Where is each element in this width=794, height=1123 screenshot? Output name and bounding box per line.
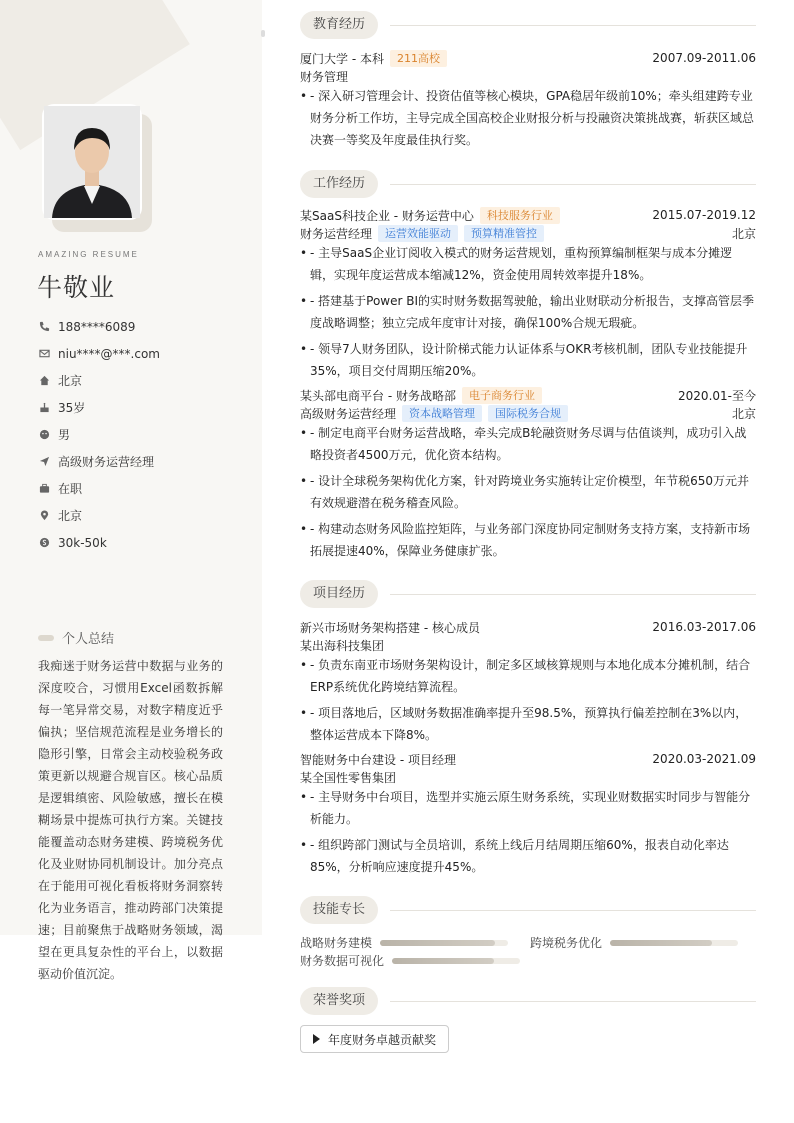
contact-info [38,313,160,556]
company-name: 某SaaS科技企业 - 财务运营中心 [300,208,474,223]
section-divider [390,1001,756,1002]
job-city: 北京 [731,226,756,241]
bullet-dot: • [300,658,308,672]
job-role-row [300,404,756,422]
info-row-home [38,367,160,394]
bullet-text: - 设计全球税务架构优化方案，针对跨境业务实施转让定价模型，年节税650万元并有效规避潜在税务稽查风险。 [310,474,750,510]
job-role: 高级财务运营经理 [300,406,397,421]
brand-label: AMAZING RESUME [38,250,139,259]
section-divider [390,184,756,185]
skill-item [300,952,520,969]
bullet-text: - 主导财务中台项目，选型并实施云原生财务系统，实现业财数据实时同步与智能分析能力。 [310,790,751,826]
section-title: 荣誉奖项 [300,987,378,1015]
bullet-text: - 深入研习管理会计、投资估值等核心模块，GPA稳居年级前10%；牵头组建跨专业财务分析工作坊，主导完成全国高校企业财报分析与投融资决策挑战赛，斩获区域总决赛一等奖及年度最佳执行奖。 [310,89,755,147]
job-role: 财务运营经理 [300,226,373,241]
gender-icon [38,429,50,441]
bullet-dot: • [300,790,308,804]
education-bullet [300,85,756,151]
email-text: niu****@***.com [58,346,160,361]
bullet-text: - 主导SaaS企业订阅收入模式的财务运营规划，重构预算编制框架与成本分摊逻辑，实现年度运营成本缩减12%，资金使用周转效率提升18%。 [310,246,733,282]
mail-icon [38,348,50,360]
project-date: 2020.03-2021.09 [652,752,756,766]
project-bullet [300,654,756,698]
job-role-row [300,224,756,242]
send-icon [38,456,50,468]
info-row-phone [38,313,160,340]
info-row-age [38,394,160,421]
section-title: 项目经历 [300,580,378,608]
avatar [42,104,142,220]
candidate-name: 牛敬业 [37,273,116,302]
skill-name: 跨境税务优化 [530,936,603,950]
status-text: 在职 [58,482,83,496]
project-entry-head [300,618,756,636]
project-name: 智能财务中台建设 - 项目经理 [300,752,456,767]
bullet-dot: • [300,426,308,440]
job-date: 2015.07-2019.12 [652,208,756,222]
award-name: 年度财务卓越贡献奖 [328,1032,437,1047]
gender-text: 男 [58,428,71,442]
section-skills-heading [300,896,756,924]
skill-level-bar [610,940,738,946]
skill-level-fill [610,940,712,946]
project-date: 2016.03-2017.06 [652,620,756,634]
job-city: 北京 [731,406,756,421]
role-tag: 运营效能驱动 [378,225,458,242]
sidebar [0,0,262,981]
hometown-text: 北京 [58,374,83,388]
section-awards-heading [300,987,756,1015]
summary-heading-text: 个人总结 [62,632,115,647]
info-row-position [38,448,160,475]
school-tag: 211高校 [390,50,447,67]
skill-level-fill [380,940,495,946]
bullet-dot: • [300,522,308,536]
bullet-text: - 负责东南亚市场财务架构设计，制定多区域核算规则与本地化成本分摊机制，结合ERP系统优化跨境结算流程。 [310,658,751,694]
bullet-dot: • [300,838,308,852]
section-divider [390,25,756,26]
skill-item [530,934,738,951]
summary-heading [38,628,114,647]
bullet-dot: • [300,246,308,260]
city-text: 北京 [58,509,83,523]
project-bullet [300,834,756,878]
bullet-text: - 制定电商平台财务运营战略，牵头完成B轮融资财务尽调与估值谈判，成功引入战略投资者4500万元，优化资本结构。 [310,426,747,462]
home-icon [38,375,50,387]
education-entry-head [300,49,756,67]
salary-icon [38,537,50,549]
bullet-text: - 搭建基于Power BI的实时财务数据驾驶舱，输出业财联动分析报告，支撑高管层季度战略调整；独立完成年度审计对接，确保100%合规无瑕疵。 [310,294,755,330]
location-pin-icon [38,510,50,522]
school-name: 厦门大学 - 本科 [300,51,384,66]
job-bullet [300,470,756,514]
info-row-city [38,502,160,529]
skill-name: 财务数据可视化 [300,954,385,968]
cake-icon [38,402,50,414]
education-date: 2007.09-2011.06 [652,51,756,65]
skill-level-fill [392,958,494,964]
bullet-text: - 领导7人财务团队，设计阶梯式能力认证体系与OKR考核机制，团队专业技能提升35%，项目交付周期压缩20%。 [310,342,748,378]
bullet-dot: • [300,294,308,308]
project-org-row [300,768,756,786]
job-bullet [300,242,756,286]
info-row-status [38,475,160,502]
section-divider [390,910,756,911]
role-tag: 国际税务合规 [488,405,568,422]
section-title: 技能专长 [300,896,378,924]
project-bullet [300,786,756,830]
project-bullet [300,702,756,746]
skill-item [300,934,508,951]
info-row-gender [38,421,160,448]
job-entry-head [300,386,756,404]
summary-text: 我痴迷于财务运营中数据与业务的深度咬合，习惯用Excel函数拆解每一笔异常交易，对数字精度近乎偏执；坚信规范流程是业务增长的隐形引擎，日常会主动校验税务政策更新以规避合规盲区。核心品质是逻辑缜密、风险敏感，擅长在模糊场景中提炼可执行方案。关键技能覆盖动态财务建模、跨境税务优化及业财协同机制设计。加分亮点在于能用可视化看板将财务洞察转化为业务语言，推动跨部门决策提速；目前聚焦于战略财务领域，渴望在更具复杂性的平台上，以数据驱动价值沉淀。 [38,659,223,981]
project-entry-head [300,750,756,768]
section-work-heading [300,170,756,198]
education-major-row [300,67,756,85]
bullet-dot: • [300,706,308,720]
bullet-text: - 组织跨部门测试与全员培训，系统上线后月结周期压缩60%，报表自动化率达85%，分析响应速度提升45%。 [310,838,729,874]
job-bullet [300,338,756,382]
project-org: 某全国性零售集团 [300,770,397,785]
industry-tag: 科技服务行业 [480,207,560,224]
project-org-row [300,636,756,654]
job-entry-head [300,206,756,224]
bullet-dot: • [300,342,308,356]
project-name: 新兴市场财务架构搭建 - 核心成员 [300,620,480,635]
bullet-text: - 项目落地后，区域财务数据准确率提升至98.5%，预算执行偏差控制在3%以内，整体运营成本下降8%。 [310,706,748,742]
bullet-dot: • [300,89,308,103]
phone-icon [38,321,50,333]
briefcase-icon [38,483,50,495]
salary-text: 30k-50k [58,535,107,550]
info-row-email [38,340,160,367]
job-date: 2020.01-至今 [678,388,756,403]
info-row-salary [38,529,160,556]
section-title: 教育经历 [300,11,378,39]
bullet-text: - 构建动态财务风险监控矩阵，与业务部门深度协同定制财务支持方案，支持新市场拓展提速40%，保障业务健康扩张。 [310,522,751,558]
skill-level-bar [380,940,508,946]
skill-name: 战略财务建模 [300,936,373,950]
job-bullet [300,518,756,562]
section-divider [390,594,756,595]
major: 财务管理 [300,69,349,84]
skill-level-bar [392,958,520,964]
section-projects-heading [300,580,756,608]
job-bullet [300,290,756,334]
role-tag: 资本战略管理 [402,405,482,422]
section-education-heading [300,11,756,39]
award-item[interactable] [300,1025,449,1053]
play-triangle-icon [313,1034,320,1044]
role-tag: 预算精准管控 [464,225,544,242]
age-text: 35岁 [58,401,86,415]
avatar-photo [44,106,140,218]
company-name: 某头部电商平台 - 财务战略部 [300,388,456,403]
section-title: 工作经历 [300,170,378,198]
position-text: 高级财务运营经理 [58,455,155,469]
project-org: 某出海科技集团 [300,638,385,653]
summary-heading-bar [38,635,54,641]
job-bullet [300,422,756,466]
bullet-dot: • [300,474,308,488]
decorative-dot [261,30,265,37]
phone-text: 188****6089 [58,319,136,334]
industry-tag: 电子商务行业 [462,387,542,404]
